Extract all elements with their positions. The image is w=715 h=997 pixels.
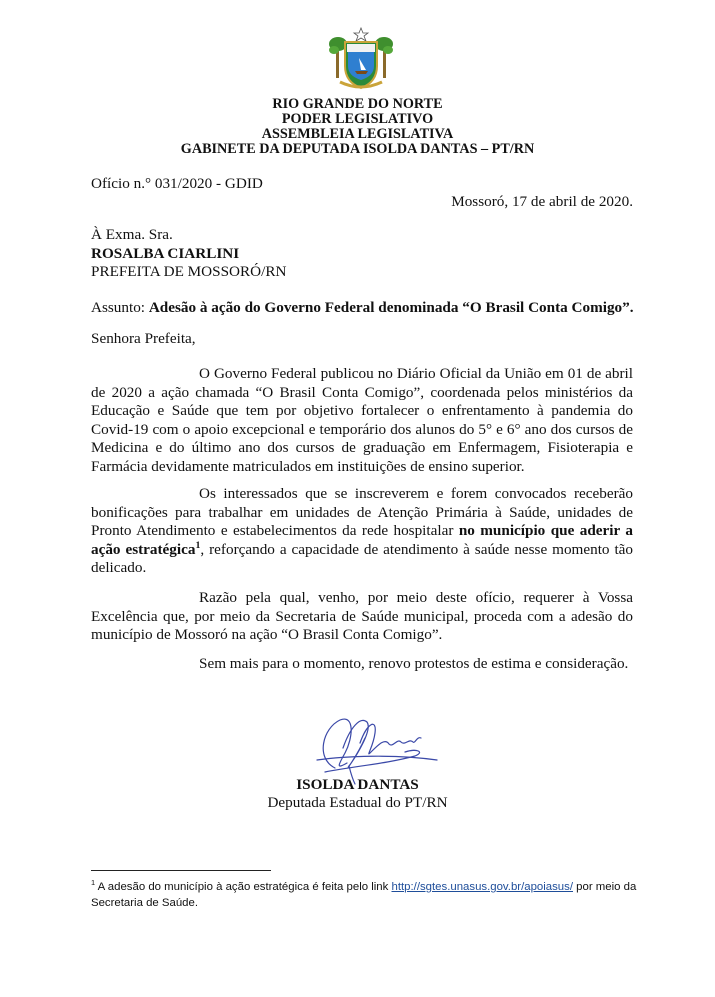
recipient-name: ROSALBA CIARLINI: [91, 244, 240, 262]
paragraph-1: O Governo Federal publicou no Diário Oficial da União em 01 de abril de 2020 a ação chamada “O Brasil Conta Comigo”, coordenada pelos ministérios da Educação e Saúde que tem por objetivo fortalecer o enfrentamento à pandemia do Covid-19 com o apoio excepcional e temporário dos alunos do 5° e 6° ano dos cursos de Medicina e do último ano dos cursos de graduação em Enfermagem, Fisioterapia e Farmácia devidamente matriculados em instituições de ensino superior.: [91, 365, 633, 475]
footnote-link[interactable]: http://sgtes.unasus.gov.br/apoiasus/: [391, 881, 573, 893]
signatory-name: ISOLDA DANTAS: [296, 776, 419, 793]
paragraph-2-start: Os interessados que se inscreverem e forem convocados receberão bonificações para trabalhar em unidades de Atenção Primária à Saúde, unidades de Pronto Atendimento e estabelecimentos da rede hospitalar: [91, 485, 633, 540]
subject-line: [91, 299, 634, 318]
document-reference: Ofício n.° 031/2020 - GDID: [91, 175, 263, 192]
coat-of-arms-logo: [328, 26, 394, 92]
footnote-text-after: por meio da Secretaria de Saúde.: [91, 881, 637, 909]
footnote-text-before: A adesão do município à ação estratégica é feita pelo link: [95, 881, 392, 893]
footnote-reference[interactable]: 1: [195, 539, 201, 551]
greeting: Senhora Prefeita,: [91, 330, 196, 347]
footnote: [91, 879, 651, 911]
signatory-role: Deputada Estadual do PT/RN: [267, 794, 448, 811]
letterhead-line-state: RIO GRANDE DO NORTE: [272, 96, 443, 112]
letterhead-line-office: GABINETE DA DEPUTADA ISOLDA DANTAS – PT/RN: [180, 141, 535, 157]
footnote-number: 1: [91, 878, 96, 888]
letterhead: [0, 97, 715, 157]
paragraph-3: Razão pela qual, venho, por meio deste ofício, requerer à Vossa Excelência que, por meio da Secretaria de Saúde municipal, proceda com a adesão do município de Mossoró na ação “O Brasil Conta Comigo”.: [91, 589, 633, 644]
subject-text: Adesão à ação do Governo Federal denominada “O Brasil Conta Comigo”.: [148, 299, 634, 316]
letterhead-line-power: PODER LEGISLATIVO: [281, 111, 434, 127]
date-line: Mossoró, 17 de abril de 2020.: [451, 193, 633, 210]
recipient-title: PREFEITA DE MOSSORÓ/RN: [91, 263, 287, 281]
recipient-salutation: À Exma. Sra.: [91, 226, 173, 243]
paragraph-2-end: , reforçando a capacidade de atendimento à saúde nesse momento tão delicado.: [91, 540, 633, 577]
paragraph-2: [91, 485, 633, 578]
paragraph-4: Sem mais para o momento, renovo protestos de estima e consideração.: [199, 655, 629, 672]
subject-label: Assunto:: [91, 299, 149, 316]
letterhead-line-assembly: ASSEMBLEIA LEGISLATIVA: [261, 126, 454, 142]
recipient-block: [91, 226, 286, 282]
footnote-separator: [91, 870, 271, 871]
paragraph-2-emphasis: no município que aderir a ação estratégica: [91, 522, 633, 558]
